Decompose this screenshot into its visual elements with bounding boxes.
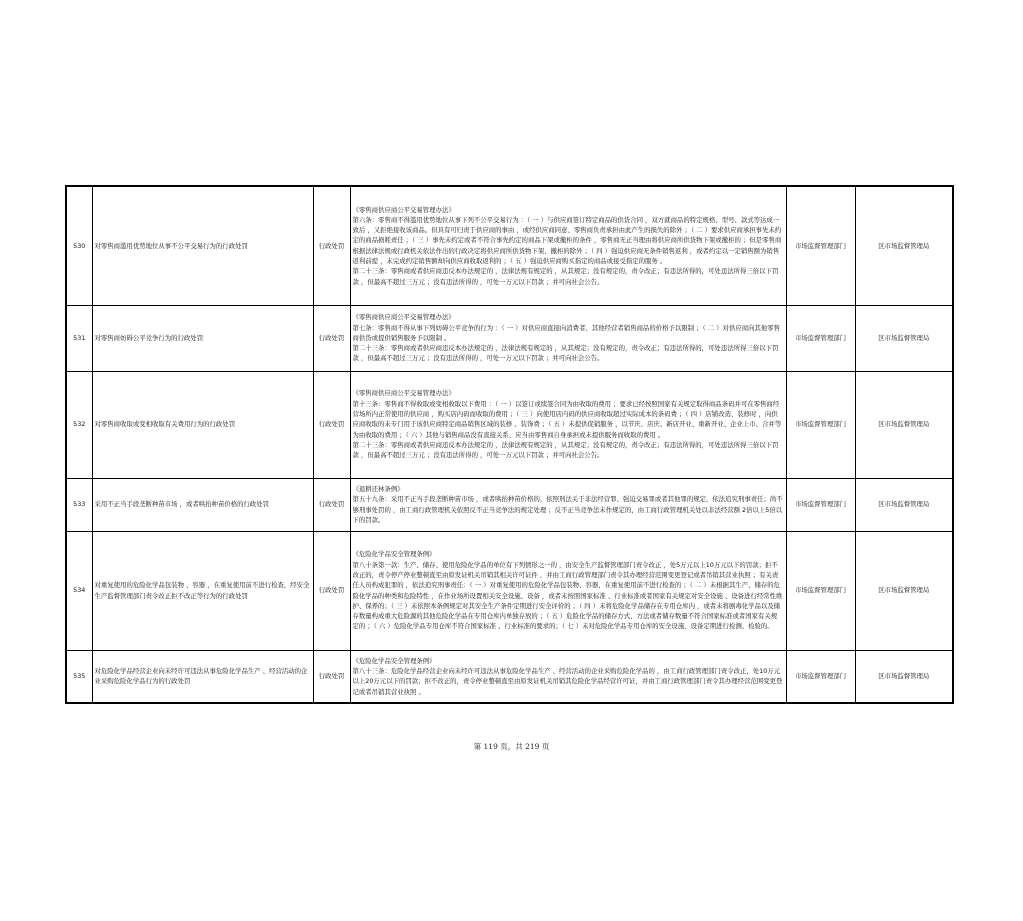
item-name: 对危险化学品经营企业向未经许可违法从事危险化学品生产 、经营活动的企业采购危险化学品行为的行政处罚: [92, 650, 313, 703]
legal-basis: [350, 305, 786, 371]
page-footer: 第 119 页，共 219 页: [473, 742, 550, 751]
regulation-article: 第二十三条：零售商或者供应商违反本办法规定的 ，法律法规有规定的 ，从其规定；没有规定的，责令改正；有违法所得的，可处违法所得三倍以下罚款 ，但最高不超过三万元 ；没有违法所得的 ，可处一万元以下罚款 ；并可向社会公告。: [352, 344, 779, 363]
regulation-title: 《危险化学品安全管理条例》: [352, 656, 436, 665]
regulation-article: 第十三条：零售商不得收取或变相收取以下费用 ：（ 一 ）以签订或续签合同为由收取的费用 ；要求已经按照国家有关规定取得商品条码并可在零售商经营场所内正常使用的供应商 ，购买店内码而收取的费用 ；（ 三 ）向使用店内码的供应商收取超过实际成本的条码费 ；（ 四 ）店铺改造、装修时 ，向供应商收取的未专门用于该供应商特定商品销售区域的装修 、装饰费 ；（ 五 ）未提供促销服务 ，以节庆、店庆、新店开业、重新开业、企业上市、合并等为由收取的费用 ；（ 六 ）其他与销售商品没有直接关系、应当由零售商自身承担或未提供服务而收取的费用 。: [352, 399, 782, 439]
regulation-article: 第五十九条：采用不正当手段垄断种苗市场 ，或者哄抬种苗价格的，依照刑法关于非法经营罪、强迫交易罪或者其他罪的规定，依法追究刑事责任；尚不够刑事处罚的 ，由工商行政管理机关依照反不正当竞争法的规定处理 ；反不正当竞争法未作规定的，由工商行政管理机关处以非法经营额 2倍以上5倍以下的罚款。: [352, 495, 783, 524]
regulation-title: 《零售商供应商公平交易管理办法》: [352, 205, 455, 214]
responsible-department: 市场监督管理部门: [786, 371, 855, 478]
regulation-article: 第六条：零售商不得滥用优势地位从事下列不公平交易行为 ：（ 一 ）与供应商签订特定商品的供货合同 ，双方就商品的特定规格、型号、款式等达成一致后 ，又拒绝接收该商品。但具有可归责于供应商的事由 ，或经供应商同意、零售商负责承担由此产生的损失的除外 ；（ 二 ）要求供应商承担事先未约定的商品损耗责任 ；（ 三 ）事先未约定或者不符合事先约定的商品下架或撤柜的条件 ，零售商无正当理由将供应商所供货物下架或撤柜的 ；但是零售商根据法律法规或行政机关依法作出的行政决定将供应商所供货物下架、撤柜的除外 ；（ 四 ）强迫供应商无条件销售返利 ，或者约定以一定销售额为销售返利前提 ，未完成约定销售额却向供应商收取返利的 ；（ 五 ）强迫供应商购买指定的商品或接受指定的服务 。: [352, 215, 782, 266]
enforcement-table: [65, 185, 954, 704]
item-number: 530: [66, 186, 92, 305]
item-category: 行政处罚: [313, 478, 350, 531]
regulation-title: 《零售商供应商公平交易管理办法》: [352, 389, 455, 398]
regulation-article: 第八十条第一款：生产、储存、使用危险化学品的单位有下列情形之一的 ，由安全生产监督管理部门责令改正 ，处5万元以上10万元以下的罚款；拒不改正的，责令停产停业整顿直至由原发证机关吊销其相关许可证件 ，并由工商行政管理部门责令其办理经营范围变更登记或者吊销其营业执照 ；有关责任人员构成犯罪的 ，依法追究刑事责任：（ 一 ）对重复使用的危险化学品包装物、容器，在重复使用前不进行检查的 ；（ 二 ）未根据其生产、储存的危险化学品的种类和危险特性 ，在作业场所设置相关安全设施、设备 ，或者未按照国家标准 、行业标准或者国家有关规定对安全设施 、设备进行经常性维护、保养的；（ 三 ）未依照本条例规定对其安全生产条件定期进行安全评价的 ；（ 四 ）未将危险化学品储存在专用仓库内 ，或者未将剧毒化学品以及储存数量构成重大危险源的其他危险化学品在专用仓库内单独存放的 ；（ 五 ）危险化学品的储存方式、方法或者储存数量不符合国家标准或者国家有关规定的 ；（ 六 ）危险化学品专用仓库不符合国家标准 、行业标准的要求的；（ 七 ）未对危险化学品专用仓库的安全设施、设备定期进行检测、检验的。: [352, 560, 783, 631]
responsible-department: 市场监督管理部门: [786, 478, 855, 531]
table-body: [66, 186, 953, 703]
item-number: 534: [66, 531, 92, 650]
regulation-article: 第七条：零售商不得从事下列妨碍公平竞争的行为 ：（ 一 ）对供应商直接向消费者、其他经营者销售商品的价格予以限制 ；（ 二 ）对供应商向其他零售商供货或提供销售服务予以限制 。: [352, 323, 781, 342]
table-row: [66, 186, 953, 305]
table-row: [66, 371, 953, 478]
implementing-unit: 区市场监督管理局: [855, 186, 953, 305]
item-name: 对零售商收取或变相收取有关费用行为的行政处罚: [92, 371, 313, 478]
table-row: [66, 650, 953, 703]
implementing-unit: 区市场监督管理局: [855, 305, 953, 371]
item-number: 533: [66, 478, 92, 531]
item-number: 532: [66, 371, 92, 478]
regulation-title: 《零售商供应商公平交易管理办法》: [352, 313, 455, 322]
item-name: 对零售商妨碍公平竞争行为的行政处罚: [92, 305, 313, 371]
item-name: 对零售商滥用优势地位从事不公平交易行为的行政处罚: [92, 186, 313, 305]
legal-basis: [350, 650, 786, 703]
implementing-unit: 区市场监督管理局: [855, 478, 953, 531]
legal-basis: [350, 371, 786, 478]
table-row: [66, 531, 953, 650]
responsible-department: 市场监督管理部门: [786, 650, 855, 703]
implementing-unit: 区市场监督管理局: [855, 531, 953, 650]
legal-basis: [350, 478, 786, 531]
regulation-title: 《退耕还林条例》: [352, 484, 404, 493]
responsible-department: 市场监督管理部门: [786, 531, 855, 650]
item-category: 行政处罚: [313, 305, 350, 371]
item-category: 行政处罚: [313, 531, 350, 650]
item-name: 对重复使用的危险化学品包装物 、容器 ，在重复使用前不进行检查，经安全生产监督管理部门责令改正拒不改正等行为的行政处罚: [92, 531, 313, 650]
item-number: 531: [66, 305, 92, 371]
regulation-article: 第二十三条：零售商或者供应商违反本办法规定的 ，法律法规有规定的 ，从其规定；没有规定的，责令改正；有违法所得的，可处违法所得三倍以下罚款 ，但最高不超过三万元 ；没有违法所得的 ，可处一万元以下罚款 ；并可向社会公告。: [352, 267, 779, 286]
responsible-department: 市场监督管理部门: [786, 186, 855, 305]
responsible-department: 市场监督管理部门: [786, 305, 855, 371]
item-category: 行政处罚: [313, 371, 350, 478]
legal-basis: [350, 531, 786, 650]
implementing-unit: 区市场监督管理局: [855, 371, 953, 478]
item-category: 行政处罚: [313, 186, 350, 305]
item-number: 535: [66, 650, 92, 703]
regulation-article: 第八十三条：危险化学品经营企业向未经许可违法从事危险化学品生产 、经营活动的企业采购危险化学品的 ，由工商行政管理部门责令改正，处10万元以上20万元以下的罚款；拒不改正的，责令停业整顿直至由原发证机关吊销其危险化学品经营许可证，并由工商行政管理部门责令其办理经营范围变更登记或者吊销其营业执照 。: [352, 666, 783, 696]
table-row: [66, 305, 953, 371]
implementing-unit: 区市场监督管理局: [855, 650, 953, 703]
item-name: 采用不正当手段垄断种苗市场 ，或者哄抬种苗价格的行政处罚: [92, 478, 313, 531]
legal-basis: [350, 186, 786, 305]
regulation-title: 《危险化学品安全管理条例》: [352, 550, 436, 559]
regulation-article: 第二十三条：零售商或者供应商违反本办法规定的 ，法律法规有规定的 ，从其规定；没有规定的，责令改正；有违法所得的，可处违法所得三倍以下罚款 ，但最高不超过三万元 ；没有违法所得的 ，可处一万元以下罚款 ；并可向社会公告。: [352, 440, 779, 460]
table-row: [66, 478, 953, 531]
item-category: 行政处罚: [313, 650, 350, 703]
